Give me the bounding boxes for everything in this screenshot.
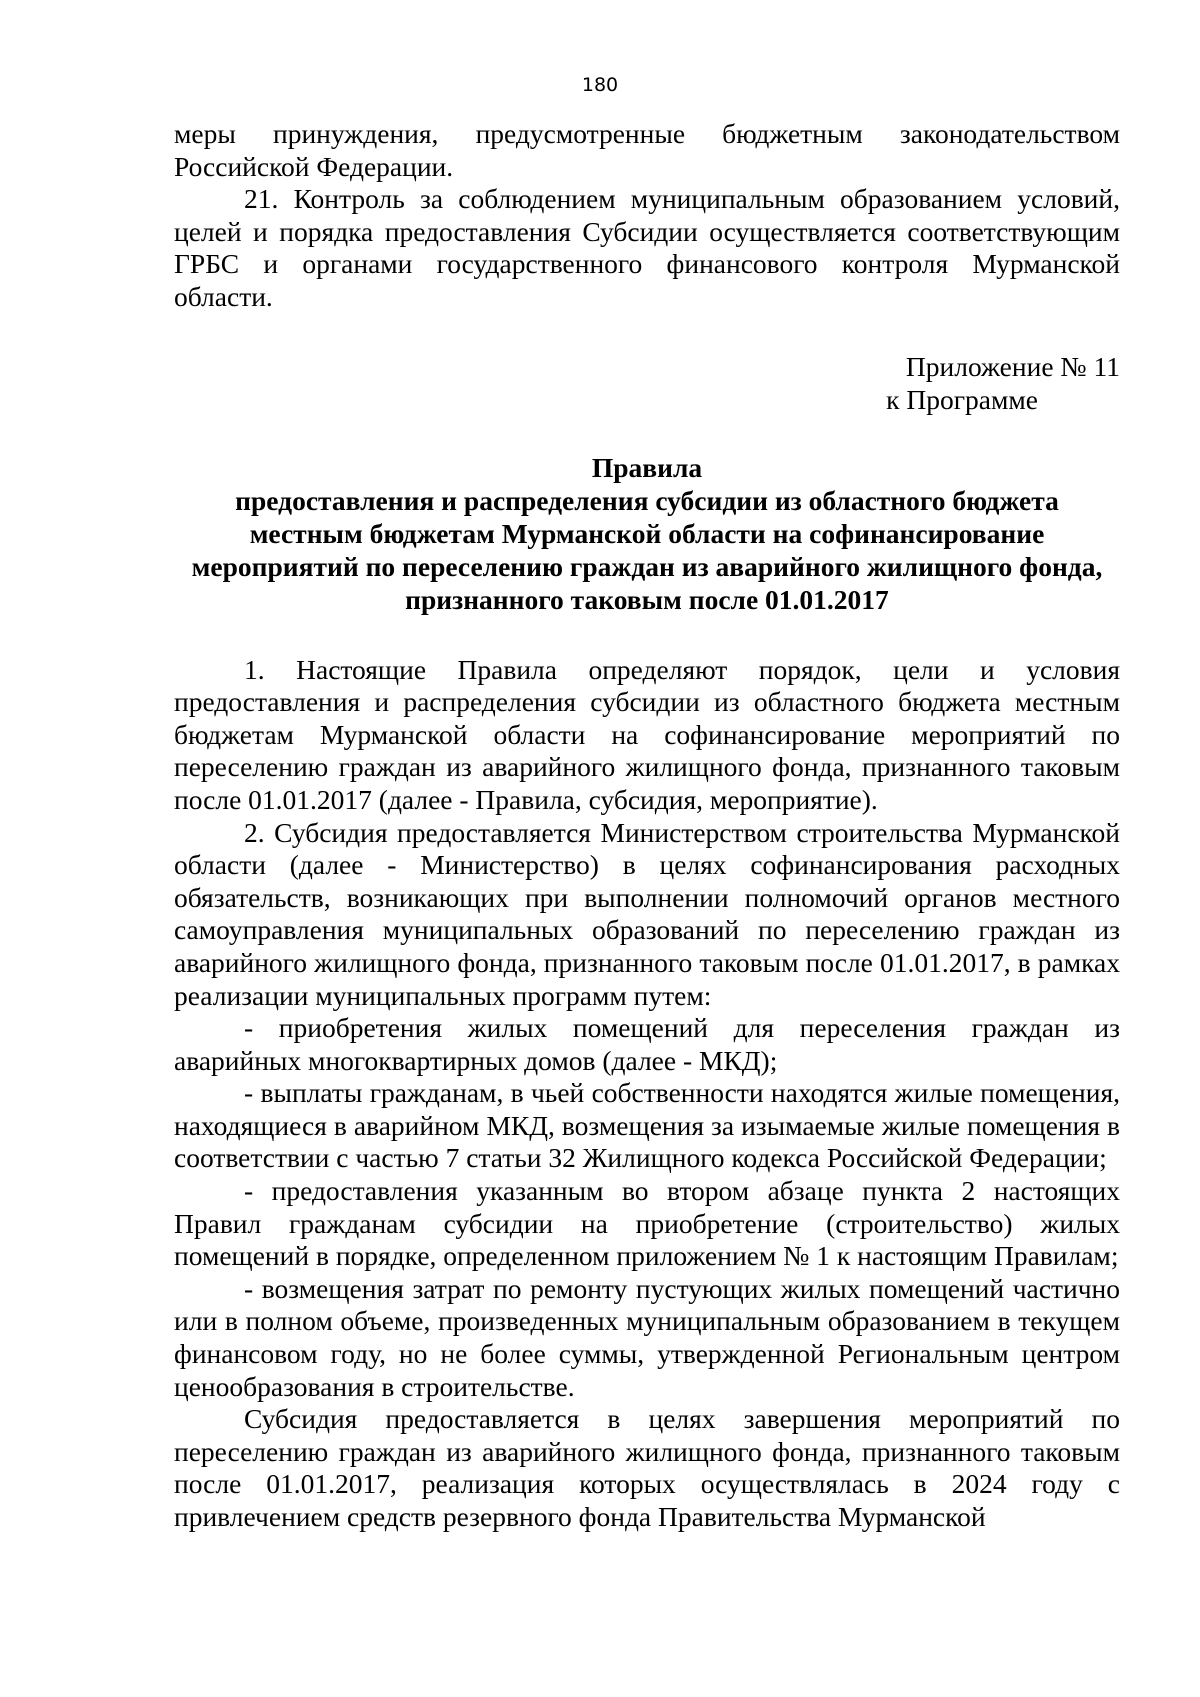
document-body bbox=[174, 118, 1120, 1534]
paragraph-2: 2. Субсидия предоставляется Министерством строительства Мурманской области (далее - Министерство) в целях софинансирования расходных обязательств, возникающих при выполнении полномочий органов местного самоуправления муниципальных образований по переселению граждан из аварийного жилищного фонда, признанного таковым после 01.01.2017, в рамках реализации муниципальных программ путем: bbox=[174, 816, 1120, 1011]
appendix-label bbox=[174, 350, 1120, 416]
title-line-3: местным бюджетам Мурманской области на софинансирование bbox=[249, 517, 1045, 549]
paragraph-item-21: 21. Контроль за соблюдением муниципальным образованием условий, целей и порядка предоставления Субсидии осуществляется соответствующим ГРБС и органами государственного финансового контроля Мурманской области. bbox=[174, 183, 1120, 312]
title-line-4: мероприятий по переселению граждан из аварийного жилищного фонда, bbox=[191, 550, 1103, 582]
title-line-5: признанного таковым после 01.01.2017 bbox=[405, 583, 889, 615]
title-line-2: предоставления и распределения субсидии из областного бюджета bbox=[235, 484, 1059, 516]
list-item-repair: - возмещения затрат по ремонту пустующих жилых помещений частично или в полном объеме, произведенных муниципальным образованием в текущем финансовом году, но не более суммы, утвержденной Региональным центром ценообразования в строительстве. bbox=[174, 1272, 1120, 1402]
appendix-number: Приложение № 11 bbox=[905, 350, 1120, 382]
title-line-1: Правила bbox=[591, 451, 703, 483]
continued-paragraph: меры принуждения, предусмотренные бюджетным законодательством Российской Федерации. bbox=[174, 118, 1120, 182]
paragraph-subsidy-purpose: Субсидия предоставляется в целях завершения мероприятий по переселению граждан из аварийного жилищного фонда, признанного таковым после 01.01.2017, реализация которых осуществлялась в 2024 году с привлечением средств резервного фонда Правительства Мурманской bbox=[174, 1403, 1120, 1532]
appendix-program: к Программе bbox=[886, 383, 1038, 415]
list-item-subsidy: - предоставления указанным во втором абзаце пункта 2 настоящих Правил гражданам субсидии на приобретение (строительство) жилых помещений в порядке, определенном приложением № 1 к настоящим Правилам; bbox=[174, 1175, 1120, 1272]
page-number: 180 bbox=[581, 74, 619, 96]
document-title bbox=[174, 451, 1120, 616]
list-item-compensation: - выплаты гражданам, в чьей собственности находятся жилые помещения, находящиеся в аварийном МКД, возмещения за изымаемые жилые помещения в соответствии с частью 7 статьи 32 Жилищного кодекса Российской Федерации; bbox=[174, 1077, 1120, 1174]
list-item-purchase: - приобретения жилых помещений для переселения граждан из аварийных многоквартирных домов (далее - МКД); bbox=[174, 1012, 1120, 1076]
paragraph-1: 1. Настоящие Правила определяют порядок, цели и условия предоставления и распределения субсидии из областного бюджета местным бюджетам Мурманской области на софинансирование мероприятий по переселению граждан из аварийного жилищного фонда, признанного таковым после 01.01.2017 (далее - Правила, субсидия, мероприятие). bbox=[174, 653, 1120, 815]
